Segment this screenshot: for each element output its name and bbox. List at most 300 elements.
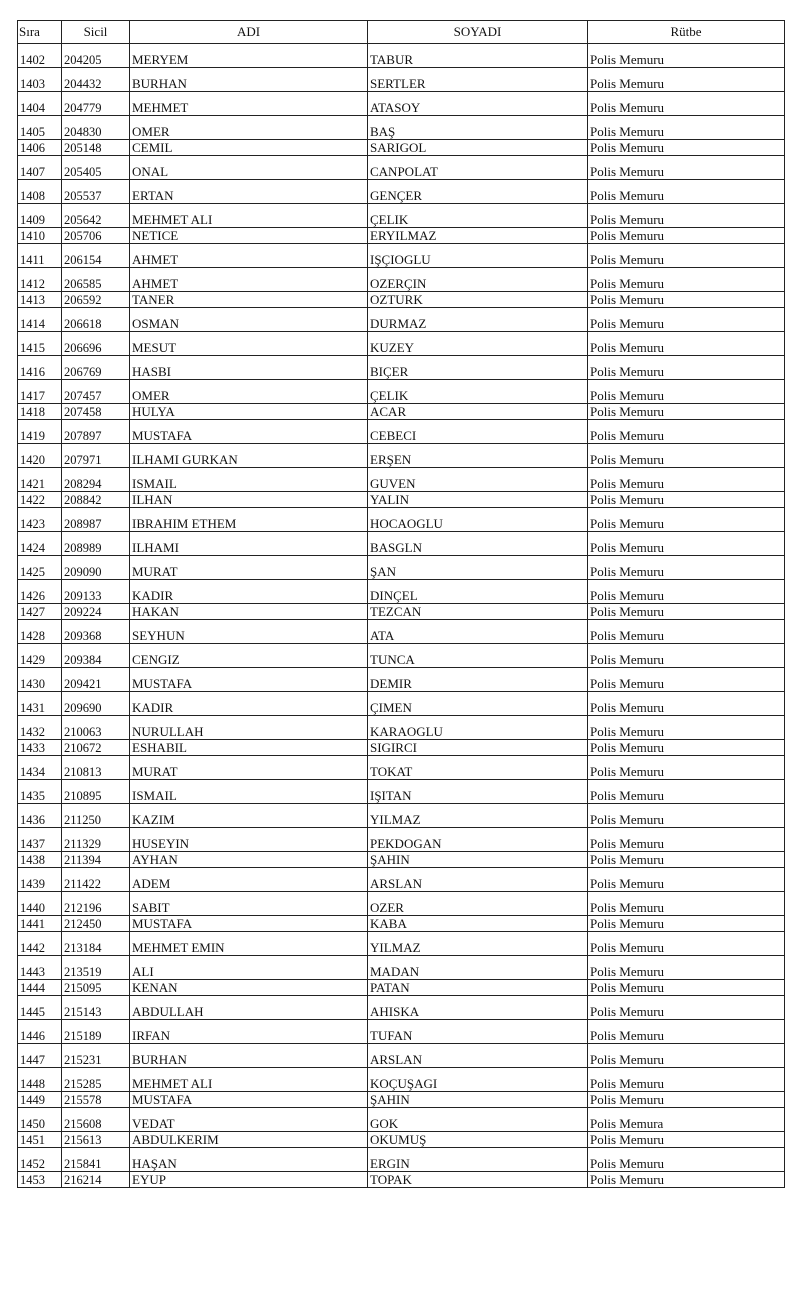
- table-row: [18, 556, 785, 580]
- cell-soyadi: ERGIN: [368, 1148, 588, 1172]
- cell-soyadi: GENÇER: [368, 180, 588, 204]
- table-row: [18, 604, 785, 620]
- cell-rutbe: Polis Memuru: [588, 756, 785, 780]
- cell-soyadi: ÇELIK: [368, 380, 588, 404]
- cell-adi: HAKAN: [130, 604, 368, 620]
- cell-rutbe: Polis Memuru: [588, 420, 785, 444]
- cell-sira: 1446: [18, 1020, 62, 1044]
- cell-sicil: 206618: [62, 308, 130, 332]
- cell-sira: 1417: [18, 380, 62, 404]
- cell-rutbe: Polis Memuru: [588, 868, 785, 892]
- cell-rutbe: Polis Memuru: [588, 356, 785, 380]
- table-row: [18, 156, 785, 180]
- cell-adi: OMER: [130, 380, 368, 404]
- cell-sira: 1430: [18, 668, 62, 692]
- table-row: [18, 932, 785, 956]
- cell-rutbe: Polis Memuru: [588, 804, 785, 828]
- cell-adi: ILHAMI GURKAN: [130, 444, 368, 468]
- cell-sira: 1408: [18, 180, 62, 204]
- cell-soyadi: OZER: [368, 892, 588, 916]
- cell-rutbe: Polis Memuru: [588, 996, 785, 1020]
- table-row: [18, 1132, 785, 1148]
- table-row: [18, 508, 785, 532]
- table-row: [18, 532, 785, 556]
- cell-adi: HULYA: [130, 404, 368, 420]
- column-header-sira: Sıra: [18, 21, 62, 44]
- table-row: [18, 620, 785, 644]
- cell-soyadi: AHISKA: [368, 996, 588, 1020]
- table-row: [18, 980, 785, 996]
- cell-sira: 1442: [18, 932, 62, 956]
- cell-rutbe: Polis Memuru: [588, 204, 785, 228]
- cell-sira: 1451: [18, 1132, 62, 1148]
- cell-soyadi: SARIGOL: [368, 140, 588, 156]
- cell-sira: 1440: [18, 892, 62, 916]
- cell-sicil: 204205: [62, 44, 130, 68]
- cell-adi: MEHMET EMIN: [130, 932, 368, 956]
- cell-rutbe: Polis Memuru: [588, 716, 785, 740]
- cell-sira: 1453: [18, 1172, 62, 1188]
- cell-adi: ABDULLAH: [130, 996, 368, 1020]
- cell-adi: BURHAN: [130, 68, 368, 92]
- cell-adi: ERTAN: [130, 180, 368, 204]
- cell-sira: 1404: [18, 92, 62, 116]
- cell-adi: OSMAN: [130, 308, 368, 332]
- cell-rutbe: Polis Memuru: [588, 1092, 785, 1108]
- cell-sira: 1415: [18, 332, 62, 356]
- cell-sira: 1409: [18, 204, 62, 228]
- personnel-list-page: [17, 20, 784, 1188]
- cell-sicil: 204779: [62, 92, 130, 116]
- column-header-rutbe: Rütbe: [588, 21, 785, 44]
- cell-adi: MEHMET: [130, 92, 368, 116]
- cell-adi: NETICE: [130, 228, 368, 244]
- cell-adi: ISMAIL: [130, 780, 368, 804]
- cell-adi: SABIT: [130, 892, 368, 916]
- cell-sicil: 215613: [62, 1132, 130, 1148]
- cell-adi: KADIR: [130, 580, 368, 604]
- cell-sicil: 208842: [62, 492, 130, 508]
- cell-adi: ADEM: [130, 868, 368, 892]
- cell-rutbe: Polis Memuru: [588, 620, 785, 644]
- table-row: [18, 956, 785, 980]
- cell-sicil: 215578: [62, 1092, 130, 1108]
- cell-rutbe: Polis Memuru: [588, 828, 785, 852]
- cell-soyadi: ATA: [368, 620, 588, 644]
- cell-sira: 1435: [18, 780, 62, 804]
- cell-adi: HAŞAN: [130, 1148, 368, 1172]
- cell-sicil: 208294: [62, 468, 130, 492]
- cell-sicil: 209690: [62, 692, 130, 716]
- table-header-row: [18, 21, 785, 44]
- cell-rutbe: Polis Memuru: [588, 980, 785, 996]
- cell-rutbe: Polis Memuru: [588, 604, 785, 620]
- cell-sicil: 206696: [62, 332, 130, 356]
- cell-rutbe: Polis Memuru: [588, 508, 785, 532]
- cell-sira: 1433: [18, 740, 62, 756]
- cell-soyadi: DEMIR: [368, 668, 588, 692]
- cell-rutbe: Polis Memuru: [588, 116, 785, 140]
- cell-adi: MUSTAFA: [130, 1092, 368, 1108]
- cell-soyadi: ERYILMAZ: [368, 228, 588, 244]
- cell-sira: 1427: [18, 604, 62, 620]
- cell-adi: MUSTAFA: [130, 420, 368, 444]
- cell-adi: HASBI: [130, 356, 368, 380]
- table-row: [18, 268, 785, 292]
- cell-soyadi: ŞAHIN: [368, 1092, 588, 1108]
- table-row: [18, 692, 785, 716]
- cell-soyadi: ŞAHIN: [368, 852, 588, 868]
- cell-sira: 1405: [18, 116, 62, 140]
- cell-sira: 1432: [18, 716, 62, 740]
- cell-soyadi: CEBECI: [368, 420, 588, 444]
- cell-sira: 1425: [18, 556, 62, 580]
- cell-sicil: 206585: [62, 268, 130, 292]
- cell-rutbe: Polis Memuru: [588, 492, 785, 508]
- column-header-soyadi: SOYADI: [368, 21, 588, 44]
- cell-soyadi: TABUR: [368, 44, 588, 68]
- cell-sicil: 212196: [62, 892, 130, 916]
- cell-sicil: 211394: [62, 852, 130, 868]
- cell-sira: 1424: [18, 532, 62, 556]
- cell-soyadi: SERTLER: [368, 68, 588, 92]
- cell-adi: MESUT: [130, 332, 368, 356]
- cell-rutbe: Polis Memuru: [588, 156, 785, 180]
- table-row: [18, 404, 785, 420]
- cell-sira: 1439: [18, 868, 62, 892]
- cell-soyadi: PATAN: [368, 980, 588, 996]
- cell-adi: VEDAT: [130, 1108, 368, 1132]
- table-body: [18, 44, 785, 1188]
- cell-adi: IRFAN: [130, 1020, 368, 1044]
- cell-sicil: 207458: [62, 404, 130, 420]
- cell-rutbe: Polis Memuru: [588, 916, 785, 932]
- cell-soyadi: TUNCA: [368, 644, 588, 668]
- cell-rutbe: Polis Memuru: [588, 468, 785, 492]
- cell-sira: 1402: [18, 44, 62, 68]
- cell-rutbe: Polis Memuru: [588, 668, 785, 692]
- cell-sira: 1414: [18, 308, 62, 332]
- cell-soyadi: BASGLN: [368, 532, 588, 556]
- cell-rutbe: Polis Memuru: [588, 932, 785, 956]
- table-row: [18, 92, 785, 116]
- cell-adi: BURHAN: [130, 1044, 368, 1068]
- cell-rutbe: Polis Memuru: [588, 644, 785, 668]
- cell-adi: EYUP: [130, 1172, 368, 1188]
- cell-rutbe: Polis Memuru: [588, 556, 785, 580]
- cell-adi: IBRAHIM ETHEM: [130, 508, 368, 532]
- cell-soyadi: YILMAZ: [368, 804, 588, 828]
- cell-sicil: 205537: [62, 180, 130, 204]
- cell-rutbe: Polis Memuru: [588, 44, 785, 68]
- cell-adi: HUSEYIN: [130, 828, 368, 852]
- cell-sicil: 207971: [62, 444, 130, 468]
- cell-rutbe: Polis Memuru: [588, 740, 785, 756]
- table-row: [18, 580, 785, 604]
- cell-soyadi: TOPAK: [368, 1172, 588, 1188]
- cell-sicil: 209368: [62, 620, 130, 644]
- table-row: [18, 44, 785, 68]
- cell-rutbe: Polis Memuru: [588, 692, 785, 716]
- cell-sicil: 215285: [62, 1068, 130, 1092]
- cell-sira: 1431: [18, 692, 62, 716]
- table-row: [18, 716, 785, 740]
- cell-sicil: 209133: [62, 580, 130, 604]
- cell-soyadi: ARSLAN: [368, 1044, 588, 1068]
- table-row: [18, 1068, 785, 1092]
- table-row: [18, 1172, 785, 1188]
- cell-adi: SEYHUN: [130, 620, 368, 644]
- cell-sira: 1421: [18, 468, 62, 492]
- cell-sicil: 216214: [62, 1172, 130, 1188]
- cell-rutbe: Polis Memuru: [588, 404, 785, 420]
- personnel-table: [17, 20, 785, 1188]
- table-row: [18, 140, 785, 156]
- cell-rutbe: Polis Memuru: [588, 1132, 785, 1148]
- table-row: [18, 332, 785, 356]
- cell-soyadi: ARSLAN: [368, 868, 588, 892]
- cell-adi: ALI: [130, 956, 368, 980]
- cell-adi: MEHMET ALI: [130, 1068, 368, 1092]
- cell-sicil: 215231: [62, 1044, 130, 1068]
- cell-sira: 1437: [18, 828, 62, 852]
- cell-rutbe: Polis Memuru: [588, 444, 785, 468]
- cell-soyadi: PEKDOGAN: [368, 828, 588, 852]
- cell-soyadi: SIGIRCI: [368, 740, 588, 756]
- cell-sira: 1411: [18, 244, 62, 268]
- cell-rutbe: Polis Memuru: [588, 292, 785, 308]
- cell-soyadi: KARAOGLU: [368, 716, 588, 740]
- cell-rutbe: Polis Memuru: [588, 308, 785, 332]
- cell-soyadi: ÇELIK: [368, 204, 588, 228]
- cell-sicil: 215189: [62, 1020, 130, 1044]
- cell-rutbe: Polis Memuru: [588, 92, 785, 116]
- cell-sicil: 209224: [62, 604, 130, 620]
- cell-soyadi: BIÇER: [368, 356, 588, 380]
- table-row: [18, 780, 785, 804]
- cell-sicil: 209384: [62, 644, 130, 668]
- cell-adi: ISMAIL: [130, 468, 368, 492]
- cell-soyadi: ÇIMEN: [368, 692, 588, 716]
- cell-adi: CEMIL: [130, 140, 368, 156]
- cell-sicil: 205642: [62, 204, 130, 228]
- cell-soyadi: IŞITAN: [368, 780, 588, 804]
- table-row: [18, 420, 785, 444]
- cell-adi: MURAT: [130, 556, 368, 580]
- cell-rutbe: Polis Memuru: [588, 852, 785, 868]
- table-row: [18, 444, 785, 468]
- table-row: [18, 356, 785, 380]
- cell-sira: 1445: [18, 996, 62, 1020]
- cell-sicil: 215095: [62, 980, 130, 996]
- cell-adi: OMER: [130, 116, 368, 140]
- cell-sicil: 210672: [62, 740, 130, 756]
- cell-sira: 1418: [18, 404, 62, 420]
- table-row: [18, 892, 785, 916]
- cell-soyadi: YALIN: [368, 492, 588, 508]
- cell-sira: 1450: [18, 1108, 62, 1132]
- table-row: [18, 804, 785, 828]
- cell-soyadi: TUFAN: [368, 1020, 588, 1044]
- cell-adi: MERYEM: [130, 44, 368, 68]
- cell-soyadi: GOK: [368, 1108, 588, 1132]
- cell-sicil: 210813: [62, 756, 130, 780]
- cell-sira: 1412: [18, 268, 62, 292]
- cell-rutbe: Polis Memuru: [588, 228, 785, 244]
- cell-rutbe: Polis Memuru: [588, 1172, 785, 1188]
- table-row: [18, 468, 785, 492]
- cell-soyadi: OKUMUŞ: [368, 1132, 588, 1148]
- cell-rutbe: Polis Memuru: [588, 1044, 785, 1068]
- cell-soyadi: YILMAZ: [368, 932, 588, 956]
- cell-sira: 1419: [18, 420, 62, 444]
- cell-rutbe: Polis Memuru: [588, 380, 785, 404]
- cell-rutbe: Polis Memuru: [588, 268, 785, 292]
- cell-soyadi: IŞÇIOGLU: [368, 244, 588, 268]
- table-row: [18, 308, 785, 332]
- table-row: [18, 380, 785, 404]
- table-row: [18, 292, 785, 308]
- cell-soyadi: GUVEN: [368, 468, 588, 492]
- cell-adi: ILHAN: [130, 492, 368, 508]
- cell-soyadi: KABA: [368, 916, 588, 932]
- table-row: [18, 1108, 785, 1132]
- cell-adi: CENGIZ: [130, 644, 368, 668]
- cell-soyadi: DINÇEL: [368, 580, 588, 604]
- table-row: [18, 740, 785, 756]
- cell-sicil: 212450: [62, 916, 130, 932]
- table-row: [18, 180, 785, 204]
- cell-rutbe: Polis Memuru: [588, 244, 785, 268]
- cell-rutbe: Polis Memuru: [588, 1020, 785, 1044]
- table-row: [18, 1020, 785, 1044]
- cell-sicil: 213184: [62, 932, 130, 956]
- table-row: [18, 204, 785, 228]
- cell-soyadi: CANPOLAT: [368, 156, 588, 180]
- cell-sicil: 206592: [62, 292, 130, 308]
- cell-sicil: 210063: [62, 716, 130, 740]
- cell-soyadi: ATASOY: [368, 92, 588, 116]
- cell-adi: AHMET: [130, 268, 368, 292]
- column-header-sicil: Sicil: [62, 21, 130, 44]
- cell-sicil: 207897: [62, 420, 130, 444]
- cell-adi: KAZIM: [130, 804, 368, 828]
- cell-sira: 1428: [18, 620, 62, 644]
- cell-sicil: 208989: [62, 532, 130, 556]
- cell-sicil: 208987: [62, 508, 130, 532]
- cell-soyadi: DURMAZ: [368, 308, 588, 332]
- cell-adi: ONAL: [130, 156, 368, 180]
- table-row: [18, 852, 785, 868]
- table-row: [18, 828, 785, 852]
- cell-adi: KENAN: [130, 980, 368, 996]
- cell-sicil: 209090: [62, 556, 130, 580]
- cell-adi: AHMET: [130, 244, 368, 268]
- cell-sira: 1436: [18, 804, 62, 828]
- cell-sicil: 209421: [62, 668, 130, 692]
- cell-soyadi: ERŞEN: [368, 444, 588, 468]
- cell-rutbe: Polis Memuru: [588, 780, 785, 804]
- cell-adi: KADIR: [130, 692, 368, 716]
- cell-soyadi: OZTURK: [368, 292, 588, 308]
- cell-sicil: 215841: [62, 1148, 130, 1172]
- cell-sicil: 210895: [62, 780, 130, 804]
- table-row: [18, 492, 785, 508]
- cell-sira: 1422: [18, 492, 62, 508]
- cell-sira: 1407: [18, 156, 62, 180]
- cell-sira: 1444: [18, 980, 62, 996]
- cell-soyadi: BAŞ: [368, 116, 588, 140]
- cell-adi: NURULLAH: [130, 716, 368, 740]
- cell-rutbe: Polis Memuru: [588, 1068, 785, 1092]
- cell-sira: 1416: [18, 356, 62, 380]
- table-row: [18, 996, 785, 1020]
- cell-adi: ILHAMI: [130, 532, 368, 556]
- cell-sicil: 215143: [62, 996, 130, 1020]
- table-row: [18, 228, 785, 244]
- cell-sira: 1429: [18, 644, 62, 668]
- cell-adi: AYHAN: [130, 852, 368, 868]
- cell-soyadi: OZERÇIN: [368, 268, 588, 292]
- cell-sicil: 205405: [62, 156, 130, 180]
- cell-sicil: 207457: [62, 380, 130, 404]
- cell-rutbe: Polis Memuru: [588, 332, 785, 356]
- cell-soyadi: ACAR: [368, 404, 588, 420]
- cell-sira: 1452: [18, 1148, 62, 1172]
- cell-sira: 1443: [18, 956, 62, 980]
- table-row: [18, 668, 785, 692]
- cell-rutbe: Polis Memuru: [588, 580, 785, 604]
- table-row: [18, 68, 785, 92]
- cell-adi: TANER: [130, 292, 368, 308]
- cell-sicil: 213519: [62, 956, 130, 980]
- cell-rutbe: Polis Memuru: [588, 68, 785, 92]
- cell-sira: 1438: [18, 852, 62, 868]
- cell-soyadi: TOKAT: [368, 756, 588, 780]
- cell-sicil: 211422: [62, 868, 130, 892]
- cell-sicil: 211250: [62, 804, 130, 828]
- cell-adi: MUSTAFA: [130, 668, 368, 692]
- cell-adi: MURAT: [130, 756, 368, 780]
- cell-rutbe: Polis Memuru: [588, 180, 785, 204]
- cell-rutbe: Polis Memuru: [588, 140, 785, 156]
- table-row: [18, 644, 785, 668]
- cell-rutbe: Polis Memuru: [588, 892, 785, 916]
- cell-sira: 1403: [18, 68, 62, 92]
- cell-sira: 1413: [18, 292, 62, 308]
- cell-sicil: 205148: [62, 140, 130, 156]
- cell-sira: 1441: [18, 916, 62, 932]
- cell-soyadi: TEZCAN: [368, 604, 588, 620]
- cell-rutbe: Polis Memuru: [588, 1148, 785, 1172]
- cell-rutbe: Polis Memuru: [588, 956, 785, 980]
- cell-sira: 1410: [18, 228, 62, 244]
- cell-soyadi: KUZEY: [368, 332, 588, 356]
- cell-sicil: 211329: [62, 828, 130, 852]
- table-row: [18, 868, 785, 892]
- cell-sicil: 204830: [62, 116, 130, 140]
- cell-sicil: 215608: [62, 1108, 130, 1132]
- cell-soyadi: HOCAOGLU: [368, 508, 588, 532]
- cell-sicil: 205706: [62, 228, 130, 244]
- table-row: [18, 1044, 785, 1068]
- table-row: [18, 116, 785, 140]
- cell-sira: 1434: [18, 756, 62, 780]
- cell-sira: 1406: [18, 140, 62, 156]
- cell-rutbe: Polis Memura: [588, 1108, 785, 1132]
- cell-adi: ESHABIL: [130, 740, 368, 756]
- cell-sicil: 206154: [62, 244, 130, 268]
